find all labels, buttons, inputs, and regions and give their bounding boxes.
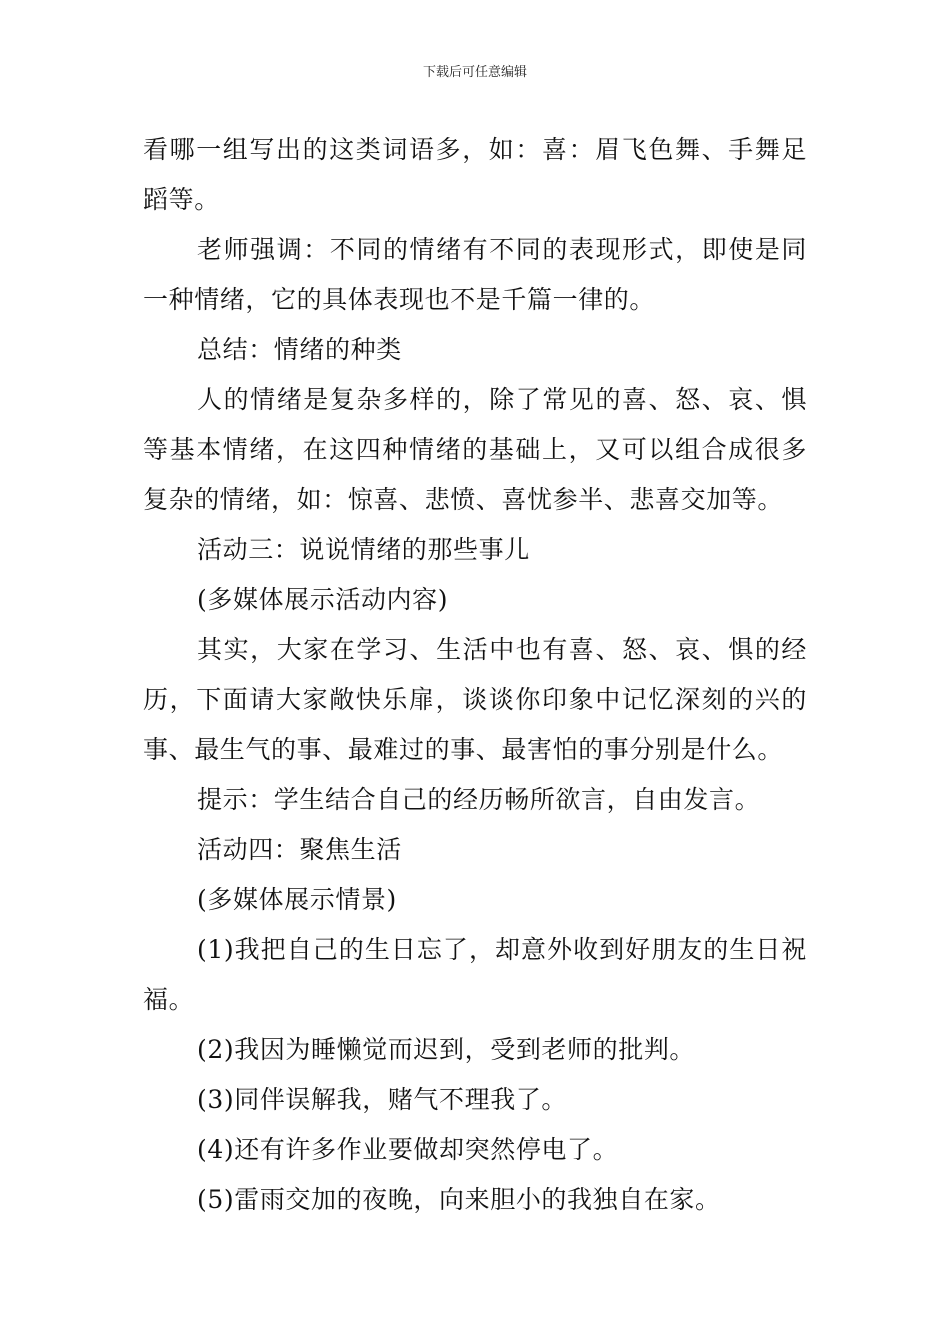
paragraph: 提示：学生结合自己的经历畅所欲言，自由发言。: [197, 785, 761, 814]
paragraph: (多媒体展示活动内容): [197, 585, 449, 614]
paragraph: (1)我把自己的生日忘了，却意外收到好朋友的生日祝福。: [143, 935, 807, 1014]
paragraph: 活动四：聚焦生活: [197, 835, 402, 864]
paragraph: (3)同伴误解我，赌气不理我了。: [197, 1085, 568, 1114]
paragraph: 看哪一组写出的这类词语多，如：喜：眉飞色舞、手舞足蹈等。: [143, 135, 807, 214]
paragraph: 老师强调：不同的情绪有不同的表现形式，即使是同一种情绪，它的具体表现也不是千篇一律的。: [143, 235, 807, 314]
paragraph: (多媒体展示情景): [197, 885, 397, 914]
paragraph: (4)还有许多作业要做却突然停电了。: [197, 1135, 619, 1164]
paragraph: (5)雷雨交加的夜晚，向来胆小的我独自在家。: [197, 1185, 721, 1214]
page-header: 下载后可任意编辑: [422, 65, 527, 80]
paragraph: (2)我因为睡懒觉而迟到，受到老师的批判。: [197, 1035, 696, 1064]
document-body: [143, 125, 807, 1225]
paragraph: 活动三：说说情绪的那些事儿: [197, 535, 530, 564]
paragraph: 其实，大家在学习、生活中也有喜、怒、哀、惧的经历，下面请大家敞快乐扉，谈谈你印象中记忆深刻的兴的事、最生气的事、最难过的事、最害怕的事分别是什么。: [143, 635, 807, 764]
paragraph: 总结：情绪的种类: [197, 335, 402, 364]
paragraph: 人的情绪是复杂多样的，除了常见的喜、怒、哀、惧等基本情绪，在这四种情绪的基础上，又可以组合成很多复杂的情绪，如：惊喜、悲愤、喜忧参半、悲喜交加等。: [143, 385, 807, 514]
